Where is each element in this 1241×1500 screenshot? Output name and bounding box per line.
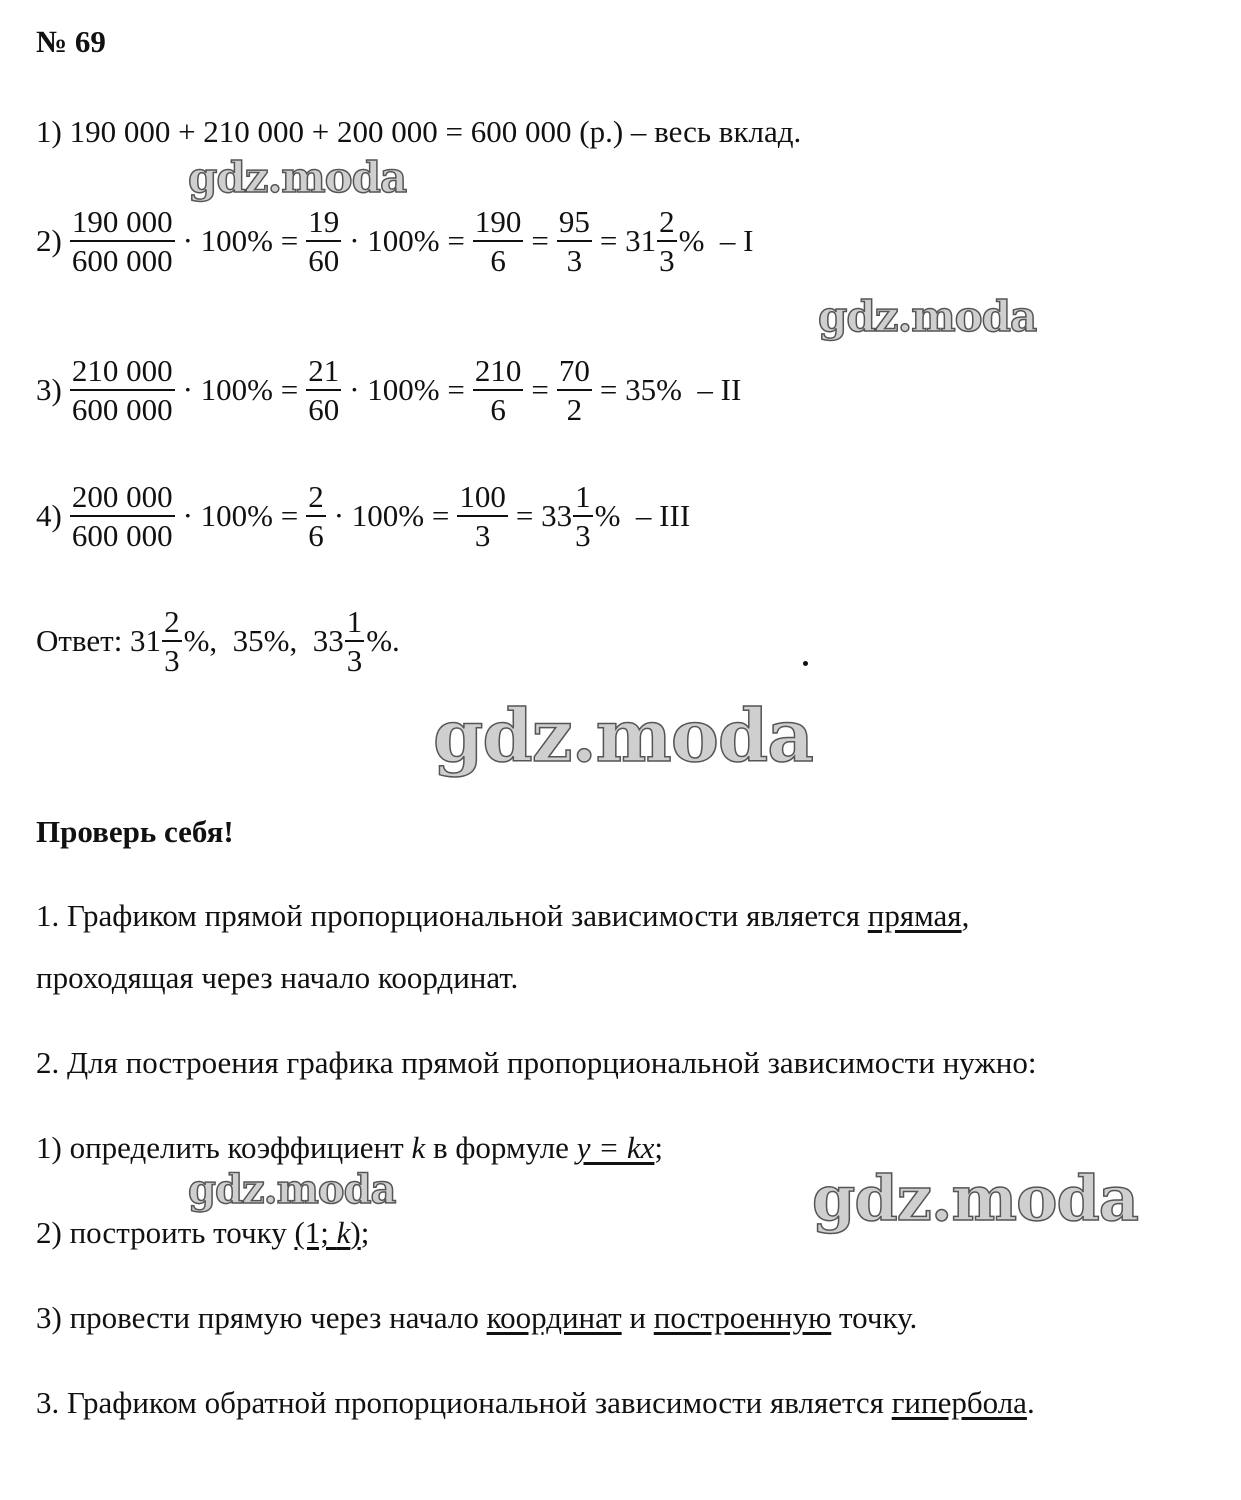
watermark: gdz.moda bbox=[818, 292, 1037, 341]
numerator: 100 bbox=[457, 478, 508, 517]
text-segment: · 100% = bbox=[349, 372, 465, 408]
fraction bbox=[70, 352, 175, 428]
underlined-text: координат bbox=[486, 1300, 622, 1335]
check-line bbox=[36, 1215, 369, 1251]
fraction bbox=[70, 203, 175, 279]
text-segment: = bbox=[531, 372, 549, 408]
text-segment: Ответ: 31 bbox=[36, 623, 162, 659]
check-line bbox=[36, 960, 518, 996]
check-line bbox=[36, 898, 969, 934]
text-segment: в формуле bbox=[425, 1130, 577, 1165]
fraction bbox=[70, 478, 175, 554]
numerator: 190 000 bbox=[70, 203, 175, 242]
text-segment: % – III bbox=[594, 498, 691, 534]
text-segment: 1. Графиком прямой пропорциональной зависимости является bbox=[36, 898, 868, 933]
text-segment: ; bbox=[654, 1130, 664, 1165]
fraction bbox=[306, 352, 341, 428]
fraction bbox=[557, 203, 592, 279]
text-segment: 3. Графиком обратной пропорциональной зависимости является bbox=[36, 1385, 892, 1420]
check-yourself-heading: Проверь себя! bbox=[36, 814, 234, 849]
denominator: 6 bbox=[308, 518, 324, 554]
text-segment: · 100% = bbox=[333, 498, 450, 534]
text-segment: проходящая через начало координат. bbox=[36, 960, 519, 995]
text-segment: . bbox=[1026, 1385, 1035, 1420]
text-segment: = 35% – II bbox=[599, 372, 742, 408]
check-line bbox=[36, 1385, 1035, 1421]
step-3 bbox=[36, 352, 741, 428]
text-segment: k bbox=[411, 1130, 426, 1165]
text-segment: = 31 bbox=[599, 223, 657, 259]
numerator: 95 bbox=[557, 203, 592, 242]
text-segment: ; bbox=[360, 1215, 370, 1250]
numerator: 70 bbox=[557, 352, 592, 391]
fraction bbox=[345, 603, 365, 679]
underlined-text: прямая bbox=[867, 898, 962, 933]
denominator: 2 bbox=[566, 392, 583, 428]
text-segment: 3) bbox=[36, 372, 62, 408]
underlined-text: построенную bbox=[653, 1300, 832, 1335]
denominator: 600 000 bbox=[71, 392, 173, 428]
text-segment: 2) bbox=[36, 223, 62, 259]
text-segment: = bbox=[531, 223, 549, 259]
numerator: 21 bbox=[306, 352, 341, 391]
text-segment: и bbox=[621, 1300, 654, 1335]
underlined-text: гипербола bbox=[891, 1385, 1027, 1420]
text-segment: 2) построить точку bbox=[36, 1215, 295, 1250]
underlined-text: y = kx bbox=[576, 1130, 655, 1165]
text-segment: · 100% = bbox=[182, 223, 299, 259]
text-segment: 1) определить коэффициент bbox=[36, 1130, 412, 1165]
fraction bbox=[473, 203, 524, 279]
fraction bbox=[457, 478, 508, 554]
stray-dot bbox=[803, 661, 808, 666]
underlined-text: k bbox=[336, 1215, 351, 1250]
text-segment: , bbox=[961, 898, 970, 933]
denominator: 3 bbox=[575, 518, 591, 554]
denominator: 60 bbox=[308, 243, 340, 279]
denominator: 3 bbox=[474, 518, 491, 554]
numerator: 2 bbox=[162, 603, 182, 642]
underlined-text: ) bbox=[350, 1215, 361, 1250]
fraction bbox=[573, 478, 593, 554]
fraction bbox=[657, 203, 677, 279]
text-segment: 4) bbox=[36, 498, 62, 534]
denominator: 60 bbox=[308, 392, 340, 428]
check-line bbox=[36, 1300, 917, 1336]
numerator: 210 000 bbox=[70, 352, 175, 391]
fraction bbox=[306, 203, 341, 279]
check-line bbox=[36, 1045, 1037, 1081]
text-segment: = 33 bbox=[515, 498, 573, 534]
denominator: 6 bbox=[490, 392, 506, 428]
denominator: 3 bbox=[164, 643, 180, 679]
problem-number: № 69 bbox=[36, 24, 106, 59]
text-segment: % – I bbox=[678, 223, 754, 259]
underlined-text: (1; bbox=[294, 1215, 337, 1250]
numerator: 190 bbox=[473, 203, 524, 242]
denominator: 3 bbox=[566, 243, 583, 279]
denominator: 600 000 bbox=[71, 243, 173, 279]
denominator: 3 bbox=[659, 243, 675, 279]
text-segment: · 100% = bbox=[349, 223, 465, 259]
watermark: gdz.moda bbox=[188, 1166, 396, 1213]
check-line bbox=[36, 1130, 663, 1166]
step-2 bbox=[36, 203, 753, 279]
denominator: 600 000 bbox=[71, 518, 173, 554]
numerator: 1 bbox=[345, 603, 365, 642]
answer-line bbox=[36, 603, 400, 679]
watermark: gdz.moda bbox=[812, 1162, 1138, 1235]
numerator: 210 bbox=[473, 352, 524, 391]
watermark: gdz.moda bbox=[433, 693, 813, 778]
denominator: 6 bbox=[490, 243, 506, 279]
denominator: 3 bbox=[346, 643, 363, 679]
numerator: 2 bbox=[657, 203, 677, 242]
step-4 bbox=[36, 478, 690, 554]
text-segment: точку. bbox=[831, 1300, 918, 1335]
fraction bbox=[306, 478, 326, 554]
numerator: 19 bbox=[306, 203, 341, 242]
fraction bbox=[473, 352, 524, 428]
step-1: 1) 190 000 + 210 000 + 200 000 = 600 000 (р.) – весь вклад. bbox=[36, 114, 802, 149]
fraction bbox=[162, 603, 182, 679]
numerator: 2 bbox=[306, 478, 326, 517]
text-segment: 2. Для построения графика прямой пропорциональной зависимости нужно: bbox=[36, 1045, 1037, 1080]
text-segment: %, 35%, 33 bbox=[183, 623, 344, 659]
watermark: gdz.moda bbox=[188, 153, 407, 202]
text-segment: · 100% = bbox=[182, 498, 299, 534]
text-segment: · 100% = bbox=[182, 372, 299, 408]
numerator: 200 000 bbox=[70, 478, 175, 517]
numerator: 1 bbox=[573, 478, 593, 517]
text-segment: 3) провести прямую через начало bbox=[36, 1300, 487, 1335]
text-segment: %. bbox=[366, 623, 400, 659]
fraction bbox=[557, 352, 592, 428]
